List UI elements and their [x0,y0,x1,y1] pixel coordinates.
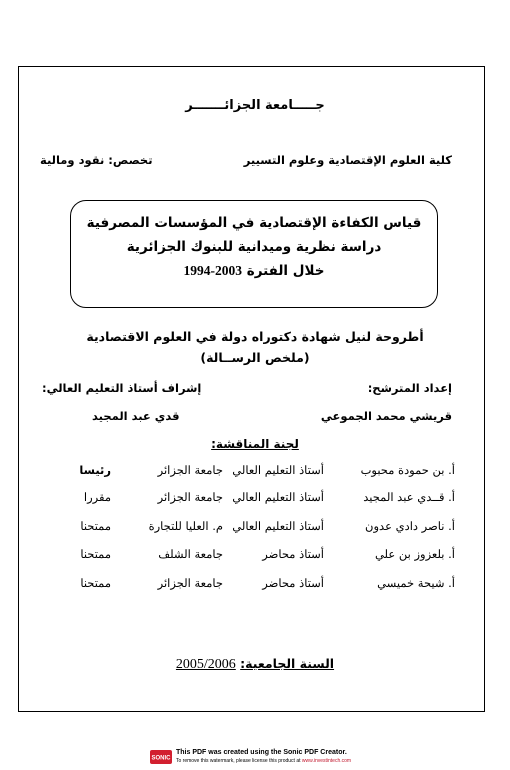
thesis-title-box [70,200,438,308]
specialty-label: تخصص: نقود ومالية [40,153,153,167]
logo-text: SONIC [151,755,171,762]
university-name: جـــــامعة الجزائـــــــر [185,98,325,113]
faculty-name: كلية العلوم الإقتصادية وعلوم التسيير [243,153,452,167]
member-role: ممتحنا [80,547,111,561]
watermark-title: This PDF was created using the Sonic PDF Creator. [176,749,347,756]
candidate-label: إعداد المترشح: [367,381,452,395]
member-rank: أستاذ محاضر [262,576,324,590]
member-rank: أستاذ محاضر [262,547,324,561]
member-name: أ. قــدي عبد المجيد [363,490,455,504]
watermark-footer [150,750,380,766]
committee-member-row [55,463,455,483]
watermark-note [176,758,351,764]
committee-title: لجنة المناقشة: [211,437,299,451]
member-role: ممتحنا [80,519,111,533]
period-label: خلال الفترة [246,263,325,279]
supervisor-name: قدي عبد المجيد [92,409,180,423]
academic-year [0,656,510,673]
thesis-title-line-3 [71,259,437,283]
member-role: مقررا [83,490,111,504]
academic-year-value: 2005/2006 [175,657,236,672]
member-rank: أستاذ التعليم العالي [232,519,324,533]
member-institution: م. العليا للتجارة [148,519,223,533]
member-institution: جامعة الجزائر [157,490,223,504]
supervisor-label: إشراف أستاذ التعليم العالي: [42,381,202,395]
summary-note: (ملخص الرســالة) [200,350,310,365]
period-range: 1994-2003 [183,263,243,278]
thesis-title-line-2: دراسة نظرية وميدانية للبنوك الجزائرية [126,239,382,255]
member-rank: أستاذ التعليم العالي [232,490,324,504]
member-role: رئيسا [79,463,111,477]
committee-member-row [55,519,455,539]
candidate-name: قريشي محمد الجموعي [320,409,452,423]
committee-member-row [55,490,455,510]
watermark-link[interactable]: www.investintech.com [301,758,352,764]
sonic-logo-icon [150,750,172,764]
committee-member-row [55,576,455,596]
watermark-note-text: To remove this watermark, please license this product at [176,758,301,764]
member-institution: جامعة الجزائر [157,463,223,477]
member-rank: أستاذ التعليم العالي [232,463,324,477]
thesis-degree-line: أطروحة لنيل شهادة دكتوراه دولة في العلوم الاقتصادية [86,329,424,344]
academic-year-label: السنة الجامعية: [240,656,335,671]
member-institution: جامعة الجزائر [157,576,223,590]
committee-member-row [55,547,455,567]
member-institution: جامعة الشلف [158,547,223,561]
member-name: أ. ناصر دادي عدون [365,519,455,533]
member-name: أ. بن حمودة محبوب [360,463,455,477]
member-role: ممتحنا [80,576,111,590]
thesis-title-line-1: قياس الكفاءة الإقتصادية في المؤسسات المصرفية [86,215,422,231]
member-name: أ. بلعزوز بن علي [374,547,455,561]
member-name: أ. شيحة خميسي [377,576,455,590]
